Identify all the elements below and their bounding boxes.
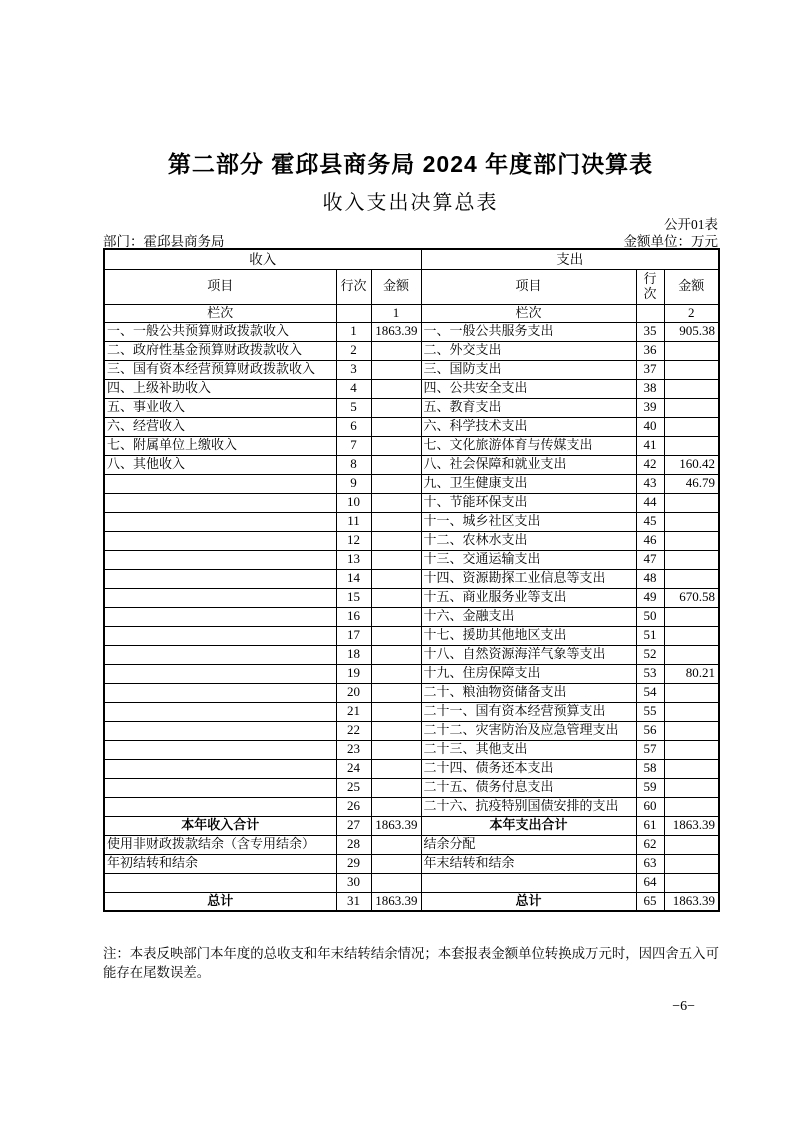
expense-amount-cell (664, 493, 719, 512)
income-amount-cell (371, 645, 421, 664)
income-rowno-cell: 30 (336, 873, 371, 892)
expense-column-index: 2 (664, 304, 719, 322)
expense-amount-cell (664, 683, 719, 702)
expense-rowno-cell: 58 (636, 759, 664, 778)
income-item-cell: 使用非财政拨款结余（含专用结余） (104, 835, 336, 854)
income-rowno-cell: 15 (336, 588, 371, 607)
table-row (104, 721, 719, 740)
income-rowno-cell: 18 (336, 645, 371, 664)
expense-rowno-cell: 36 (636, 341, 664, 360)
expense-rowno-cell: 41 (636, 436, 664, 455)
income-lanci-rowno-cell (336, 304, 371, 322)
income-rowno-cell: 19 (336, 664, 371, 683)
income-item-cell (104, 493, 336, 512)
income-amount-cell (371, 626, 421, 645)
table-row (104, 455, 719, 474)
expense-amount-header: 金额 (664, 269, 719, 304)
expense-amount-cell (664, 740, 719, 759)
expense-item-cell: 二十二、灾害防治及应急管理支出 (421, 721, 636, 740)
expense-amount-cell: 46.79 (664, 474, 719, 493)
expense-amount-cell (664, 626, 719, 645)
income-rowno-cell: 25 (336, 778, 371, 797)
income-amount-header: 金额 (371, 269, 421, 304)
income-amount-cell (371, 740, 421, 759)
income-amount-cell (371, 474, 421, 493)
income-rowno-cell: 6 (336, 417, 371, 436)
budget-summary-table (103, 248, 720, 912)
income-amount-cell: 1863.39 (371, 322, 421, 341)
income-rowno-cell: 27 (336, 816, 371, 835)
table-row (104, 474, 719, 493)
income-item-cell (104, 759, 336, 778)
table-body (104, 322, 719, 911)
income-item-cell: 二、政府性基金预算财政拨款收入 (104, 341, 336, 360)
income-amount-cell (371, 360, 421, 379)
table-row (104, 816, 719, 835)
income-rowno-cell: 7 (336, 436, 371, 455)
income-rowno-cell: 3 (336, 360, 371, 379)
expense-amount-cell: 80.21 (664, 664, 719, 683)
expense-item-header: 项目 (421, 269, 636, 304)
income-rowno-cell: 14 (336, 569, 371, 588)
income-rowno-cell: 10 (336, 493, 371, 512)
income-rowno-cell: 24 (336, 759, 371, 778)
income-rowno-cell: 13 (336, 550, 371, 569)
expense-item-cell: 二十一、国有资本经营预算支出 (421, 702, 636, 721)
expense-item-cell: 二十三、其他支出 (421, 740, 636, 759)
expense-item-cell: 二十四、债务还本支出 (421, 759, 636, 778)
expense-item-cell: 十六、金融支出 (421, 607, 636, 626)
expense-rowno-cell: 65 (636, 892, 664, 911)
expense-rowno-cell: 53 (636, 664, 664, 683)
income-item-cell: 三、国有资本经营预算财政拨款收入 (104, 360, 336, 379)
expense-item-cell: 年末结转和结余 (421, 854, 636, 873)
expense-amount-cell (664, 379, 719, 398)
income-item-cell (104, 550, 336, 569)
expense-item-cell: 十七、援助其他地区支出 (421, 626, 636, 645)
income-rowno-cell: 1 (336, 322, 371, 341)
expense-amount-cell (664, 512, 719, 531)
unit-label: 金额单位：万元 (623, 234, 718, 249)
income-rowno-cell: 17 (336, 626, 371, 645)
expense-item-cell (421, 873, 636, 892)
income-amount-cell (371, 569, 421, 588)
expense-amount-cell (664, 835, 719, 854)
expense-amount-cell (664, 607, 719, 626)
income-item-cell: 一、一般公共预算财政拨款收入 (104, 322, 336, 341)
income-amount-cell (371, 531, 421, 550)
income-amount-cell (371, 607, 421, 626)
table-row (104, 379, 719, 398)
table-row (104, 436, 719, 455)
expense-rowno-cell: 35 (636, 322, 664, 341)
expense-rowno-cell: 51 (636, 626, 664, 645)
table-row (104, 341, 719, 360)
income-rowno-cell: 26 (336, 797, 371, 816)
income-item-cell (104, 474, 336, 493)
income-rowno-cell: 22 (336, 721, 371, 740)
page-number: −6− (672, 999, 695, 1014)
income-rowno-cell: 4 (336, 379, 371, 398)
expense-item-cell: 十三、交通运输支出 (421, 550, 636, 569)
income-item-cell (104, 569, 336, 588)
income-amount-cell (371, 398, 421, 417)
expense-amount-cell (664, 531, 719, 550)
table-row (104, 550, 719, 569)
expense-rowno-cell: 64 (636, 873, 664, 892)
income-item-cell: 六、经营收入 (104, 417, 336, 436)
income-item-cell: 本年收入合计 (104, 816, 336, 835)
income-rowno-cell: 23 (336, 740, 371, 759)
expense-rowno-cell: 52 (636, 645, 664, 664)
table-row (104, 778, 719, 797)
income-rowno-cell: 2 (336, 341, 371, 360)
income-amount-cell (371, 721, 421, 740)
income-rowno-cell: 8 (336, 455, 371, 474)
expense-rowno-cell: 49 (636, 588, 664, 607)
expense-rowno-cell: 61 (636, 816, 664, 835)
income-amount-cell (371, 341, 421, 360)
table-row (104, 531, 719, 550)
expense-item-cell: 十九、住房保障支出 (421, 664, 636, 683)
expense-item-cell: 五、教育支出 (421, 398, 636, 417)
table-row (104, 398, 719, 417)
table-row (104, 588, 719, 607)
expense-item-cell: 总计 (421, 892, 636, 911)
income-item-cell (104, 683, 336, 702)
expense-item-cell: 一、一般公共服务支出 (421, 322, 636, 341)
expense-item-cell: 结余分配 (421, 835, 636, 854)
expense-item-cell: 六、科学技术支出 (421, 417, 636, 436)
expense-item-cell: 七、文化旅游体育与传媒支出 (421, 436, 636, 455)
income-section-header: 收入 (104, 249, 421, 269)
income-rowno-header: 行次 (336, 269, 371, 304)
expense-amount-cell (664, 702, 719, 721)
expense-rowno-cell: 48 (636, 569, 664, 588)
income-rowno-cell: 31 (336, 892, 371, 911)
table-row (104, 740, 719, 759)
income-item-cell (104, 740, 336, 759)
table-row (104, 797, 719, 816)
income-item-cell (104, 512, 336, 531)
expense-rowno-cell: 47 (636, 550, 664, 569)
section-header-row (104, 249, 719, 269)
expense-amount-cell (664, 360, 719, 379)
income-item-cell (104, 702, 336, 721)
expense-amount-cell (664, 759, 719, 778)
expense-rowno-cell: 55 (636, 702, 664, 721)
income-amount-cell: 1863.39 (371, 816, 421, 835)
expense-amount-cell (664, 341, 719, 360)
table-row (104, 417, 719, 436)
income-rowno-cell: 28 (336, 835, 371, 854)
income-rowno-cell: 11 (336, 512, 371, 531)
table-row (104, 835, 719, 854)
expense-rowno-cell: 38 (636, 379, 664, 398)
expense-rowno-cell: 44 (636, 493, 664, 512)
expense-item-cell: 十五、商业服务业等支出 (421, 588, 636, 607)
income-rowno-cell: 16 (336, 607, 371, 626)
expense-rowno-cell: 46 (636, 531, 664, 550)
income-rowno-cell: 29 (336, 854, 371, 873)
expense-rowno-cell: 43 (636, 474, 664, 493)
income-item-cell (104, 645, 336, 664)
expense-rowno-cell: 54 (636, 683, 664, 702)
income-amount-cell (371, 417, 421, 436)
income-item-cell (104, 607, 336, 626)
income-amount-cell (371, 702, 421, 721)
income-item-cell: 四、上级补助收入 (104, 379, 336, 398)
expense-item-cell: 二十六、抗疫特别国债安排的支出 (421, 797, 636, 816)
expense-amount-cell: 160.42 (664, 455, 719, 474)
expense-rowno-cell: 37 (636, 360, 664, 379)
income-item-header: 项目 (104, 269, 336, 304)
income-item-cell (104, 664, 336, 683)
expense-item-cell: 八、社会保障和就业支出 (421, 455, 636, 474)
expense-rowno-cell: 62 (636, 835, 664, 854)
expense-item-cell: 十、节能环保支出 (421, 493, 636, 512)
expense-amount-cell (664, 550, 719, 569)
expense-amount-cell (664, 645, 719, 664)
income-item-cell (104, 797, 336, 816)
expense-amount-cell (664, 854, 719, 873)
income-amount-cell (371, 683, 421, 702)
income-amount-cell (371, 759, 421, 778)
expense-rowno-cell: 45 (636, 512, 664, 531)
expense-item-cell: 三、国防支出 (421, 360, 636, 379)
table-row (104, 873, 719, 892)
public-table-label: 公开01表 (664, 217, 718, 232)
income-amount-cell (371, 778, 421, 797)
table-row (104, 360, 719, 379)
expense-item-cell: 九、卫生健康支出 (421, 474, 636, 493)
expense-amount-cell: 1863.39 (664, 892, 719, 911)
table-row (104, 702, 719, 721)
income-item-cell: 年初结转和结余 (104, 854, 336, 873)
table-row (104, 892, 719, 911)
income-item-cell (104, 778, 336, 797)
expense-lanci-label: 栏次 (421, 304, 636, 322)
income-amount-cell (371, 550, 421, 569)
footnote: 注：本表反映部门本年度的总收支和年末结转结余情况；本套报表金额单位转换成万元时，因四舍五入可能存在尾数误差。 (103, 946, 719, 981)
table-header (104, 249, 719, 322)
table-row (104, 854, 719, 873)
expense-item-cell: 本年支出合计 (421, 816, 636, 835)
expense-amount-cell: 905.38 (664, 322, 719, 341)
table-row (104, 759, 719, 778)
income-lanci-label: 栏次 (104, 304, 336, 322)
income-amount-cell (371, 664, 421, 683)
table-row (104, 569, 719, 588)
expense-rowno-cell: 50 (636, 607, 664, 626)
table-row (104, 626, 719, 645)
expense-rowno-cell: 40 (636, 417, 664, 436)
income-amount-cell: 1863.39 (371, 892, 421, 911)
income-rowno-cell: 20 (336, 683, 371, 702)
expense-amount-cell (664, 398, 719, 417)
table-row (104, 664, 719, 683)
table-row (104, 607, 719, 626)
income-amount-cell (371, 854, 421, 873)
expense-item-cell: 四、公共安全支出 (421, 379, 636, 398)
expense-amount-cell (664, 569, 719, 588)
income-amount-cell (371, 436, 421, 455)
income-rowno-cell: 5 (336, 398, 371, 417)
expense-amount-cell (664, 721, 719, 740)
income-item-cell: 总计 (104, 892, 336, 911)
income-amount-cell (371, 835, 421, 854)
expense-amount-cell: 1863.39 (664, 816, 719, 835)
expense-rowno-cell: 60 (636, 797, 664, 816)
expense-amount-cell (664, 436, 719, 455)
expense-rowno-cell: 42 (636, 455, 664, 474)
table-row (104, 322, 719, 341)
expense-item-cell: 二十、粮油物资储备支出 (421, 683, 636, 702)
income-item-cell: 七、附属单位上缴收入 (104, 436, 336, 455)
expense-rowno-cell: 56 (636, 721, 664, 740)
meta-row (103, 230, 718, 250)
income-item-cell (104, 531, 336, 550)
income-amount-cell (371, 873, 421, 892)
expense-rowno-cell: 39 (636, 398, 664, 417)
expense-item-cell: 二十五、债务付息支出 (421, 778, 636, 797)
income-amount-cell (371, 797, 421, 816)
expense-item-cell: 十二、农林水支出 (421, 531, 636, 550)
income-rowno-cell: 12 (336, 531, 371, 550)
income-rowno-cell: 9 (336, 474, 371, 493)
column-header-row (104, 269, 719, 304)
income-amount-cell (371, 512, 421, 531)
expense-rowno-header: 行次 (636, 269, 664, 304)
expense-item-cell: 十八、自然资源海洋气象等支出 (421, 645, 636, 664)
expense-amount-cell: 670.58 (664, 588, 719, 607)
income-amount-cell (371, 493, 421, 512)
expense-item-cell: 十一、城乡社区支出 (421, 512, 636, 531)
expense-rowno-cell: 59 (636, 778, 664, 797)
expense-amount-cell (664, 873, 719, 892)
expense-item-cell: 二、外交支出 (421, 341, 636, 360)
expense-item-cell: 十四、资源勘探工业信息等支出 (421, 569, 636, 588)
income-item-cell (104, 873, 336, 892)
page-title: 第二部分 霍邱县商务局 2024 年度部门决算表 (167, 151, 654, 177)
table-row (104, 645, 719, 664)
table-row (104, 683, 719, 702)
income-item-cell (104, 588, 336, 607)
income-item-cell: 八、其他收入 (104, 455, 336, 474)
expense-rowno-cell: 57 (636, 740, 664, 759)
expense-lanci-rowno-cell (636, 304, 664, 322)
income-amount-cell (371, 588, 421, 607)
expense-rowno-cell: 63 (636, 854, 664, 873)
income-amount-cell (371, 379, 421, 398)
department-label: 部门：霍邱县商务局 (103, 234, 225, 249)
table-row (104, 512, 719, 531)
table-row (104, 493, 719, 512)
table-title: 收入支出决算总表 (322, 192, 499, 214)
expense-amount-cell (664, 778, 719, 797)
income-column-index: 1 (371, 304, 421, 322)
income-item-cell: 五、事业收入 (104, 398, 336, 417)
income-amount-cell (371, 455, 421, 474)
expense-amount-cell (664, 417, 719, 436)
income-item-cell (104, 721, 336, 740)
expense-amount-cell (664, 797, 719, 816)
income-rowno-cell: 21 (336, 702, 371, 721)
income-item-cell (104, 626, 336, 645)
column-index-row (104, 304, 719, 322)
expense-section-header: 支出 (421, 249, 719, 269)
